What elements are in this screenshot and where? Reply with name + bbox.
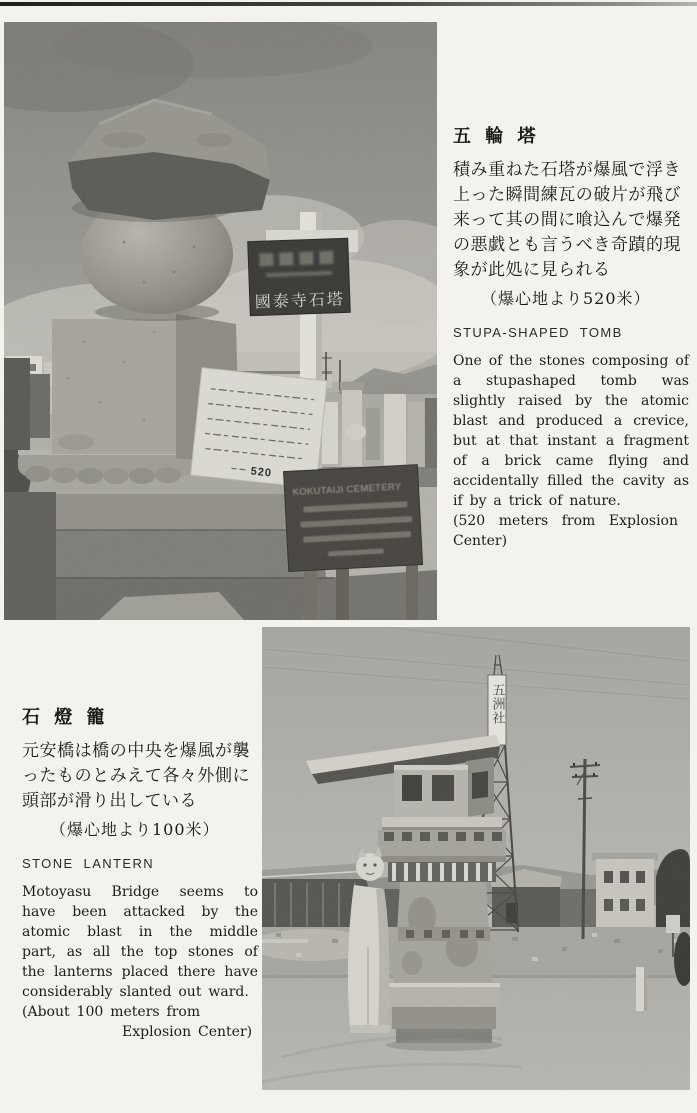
stupa-heading-en: STUPA-SHAPED TOMB <box>453 325 623 340</box>
lantern-body-ja: 元安橋は橋の中央を爆風が襲ったものとみえて各々外側に頭部が滑り出している <box>22 741 250 811</box>
stupa-body-ja: 積み重ねた石塔が爆風で浮き上った瞬間練瓦の破片が飛び来って其の間に喰込んで爆発の悪戯とも言うべき奇蹟的現象が此処に見られる <box>453 160 681 280</box>
lantern-heading-ja: 石 燈 籠 <box>22 707 109 728</box>
lantern-photo <box>262 627 690 1090</box>
film-grain <box>4 22 437 620</box>
scan-edge-line <box>0 2 697 6</box>
stupa-photo-image <box>4 22 437 620</box>
lantern-body-en: Motoyasu Bridge seems to have been attacked by the atomic blast in the middle part, as all the top stones of the lanterns placed there have considerably slanted out ward. <box>22 884 258 1000</box>
lantern-distance-ja: （爆心地より100米） <box>50 820 220 839</box>
lantern-distance-en-line2: Explosion Center) <box>122 1024 253 1040</box>
stupa-body-en: One of the stones composing of a stupashaped tomb was slightly raised by the atomic blast and produced a crevice, but at that instant a fragment of a brick came flying and accidentally filled the cavity as if by a trick of nature. <box>453 353 689 509</box>
lantern-heading-en: STONE LANTERN <box>22 856 155 871</box>
stupa-heading-ja: 五 輪 塔 <box>453 126 540 147</box>
stupa-caption <box>453 122 691 551</box>
stupa-photo <box>4 22 437 620</box>
stupa-distance-ja: （爆心地より520米） <box>481 289 651 308</box>
lantern-caption <box>22 703 260 1042</box>
lantern-distance-en-line1: (About 100 meters from <box>22 1004 201 1020</box>
film-grain <box>262 627 690 1090</box>
stupa-distance-en: (520 meters from Explosion Center) <box>453 513 678 549</box>
lantern-photo-image <box>262 627 690 1090</box>
